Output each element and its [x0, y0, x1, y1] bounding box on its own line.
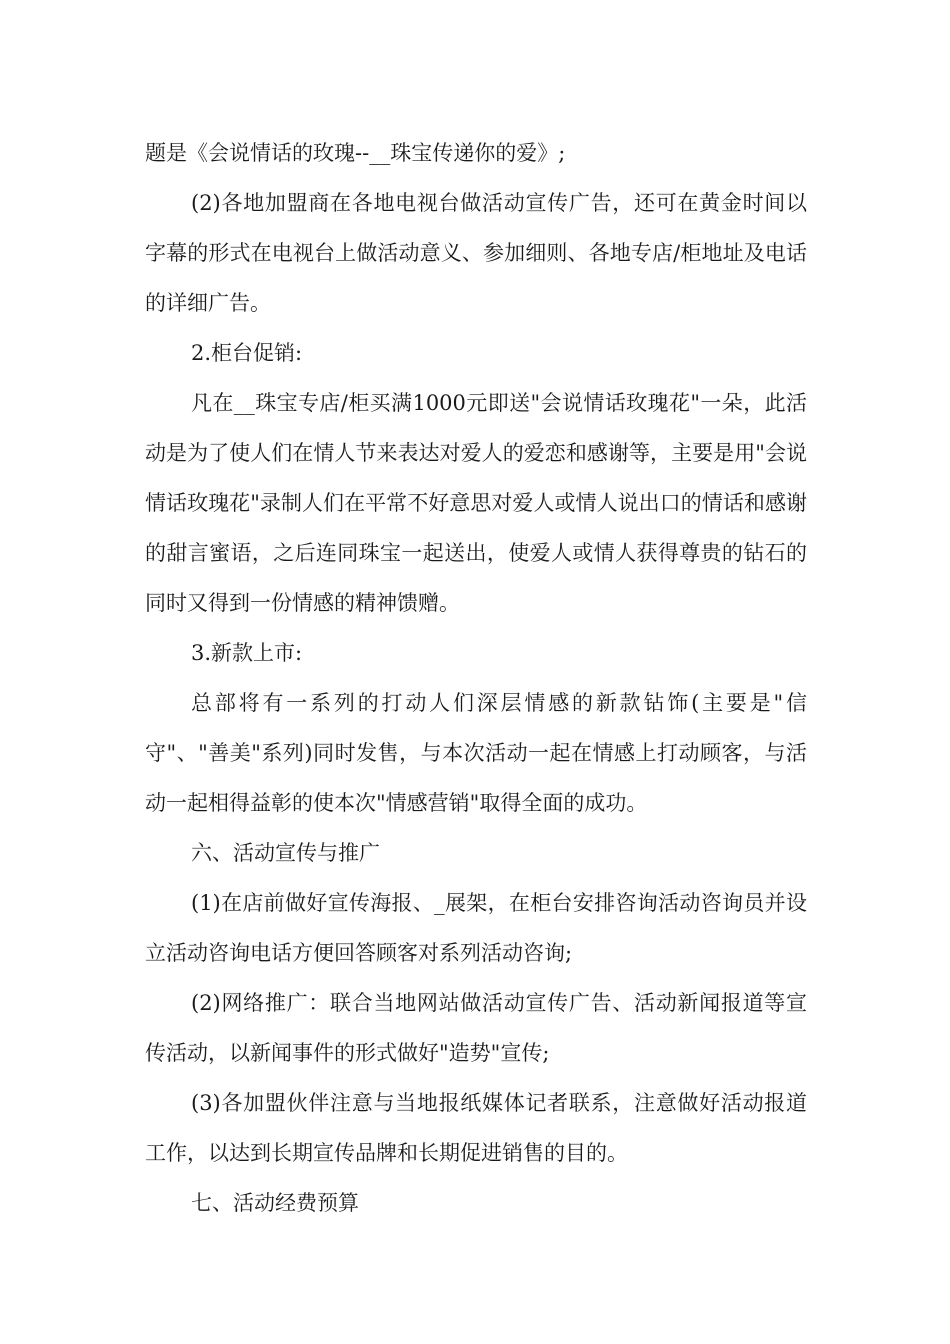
paragraph-counter-promo: 凡在__珠宝专店/柜买满1000元即送"会说情话玫瑰花"一朵，此活动是为了使人们在情人节来表达对爱人的爱恋和感谢等，主要是用"会说情话玫瑰花"录制人们在平常不好意思对爱人或情人说出口的情话和感谢的甜言蜜语，之后连同珠宝一起送出，使爱人或情人获得尊贵的钻石的同时又得到一份情感的精神馈赠。 [145, 391, 807, 615]
paragraph-promotion-media: (3)各加盟伙伴注意与当地报纸媒体记者联系，注意做好活动报道工作，以达到长期宣传品牌和长期促进销售的目的。 [145, 1091, 807, 1165]
paragraph-tv-ad: (2)各地加盟商在各地电视台做活动宣传广告，还可在黄金时间以字幕的形式在电视台上做活动意义、参加细则、各地专店/柜地址及电话的详细广告。 [145, 191, 807, 315]
paragraph-title-continuation: 题是《会说情话的玫瑰--__珠宝传递你的爱》; [145, 141, 566, 165]
paragraph-promotion-store: (1)在店前做好宣传海报、_展架，在柜台安排咨询活动咨询员并设立活动咨询电话方便回答顾客对系列活动咨询; [145, 891, 807, 965]
section-heading-counter-promo: 2.柜台促销: [191, 341, 303, 365]
section-heading-budget: 七、活动经费预算 [191, 1191, 359, 1215]
document-body [145, 128, 807, 1228]
paragraph-new-arrivals: 总部将有一系列的打动人们深层情感的新款钻饰(主要是"信守"、"善美"系列)同时发售，与本次活动一起在情感上打动顾客，与活动一起相得益彰的使本次"情感营销"取得全面的成功。 [145, 691, 807, 815]
section-heading-promotion: 六、活动宣传与推广 [191, 841, 380, 865]
paragraph-promotion-online: (2)网络推广：联合当地网站做活动宣传广告、活动新闻报道等宣传活动，以新闻事件的形式做好"造势"宣传; [145, 991, 807, 1065]
section-heading-new-arrivals: 3.新款上市: [191, 641, 303, 665]
